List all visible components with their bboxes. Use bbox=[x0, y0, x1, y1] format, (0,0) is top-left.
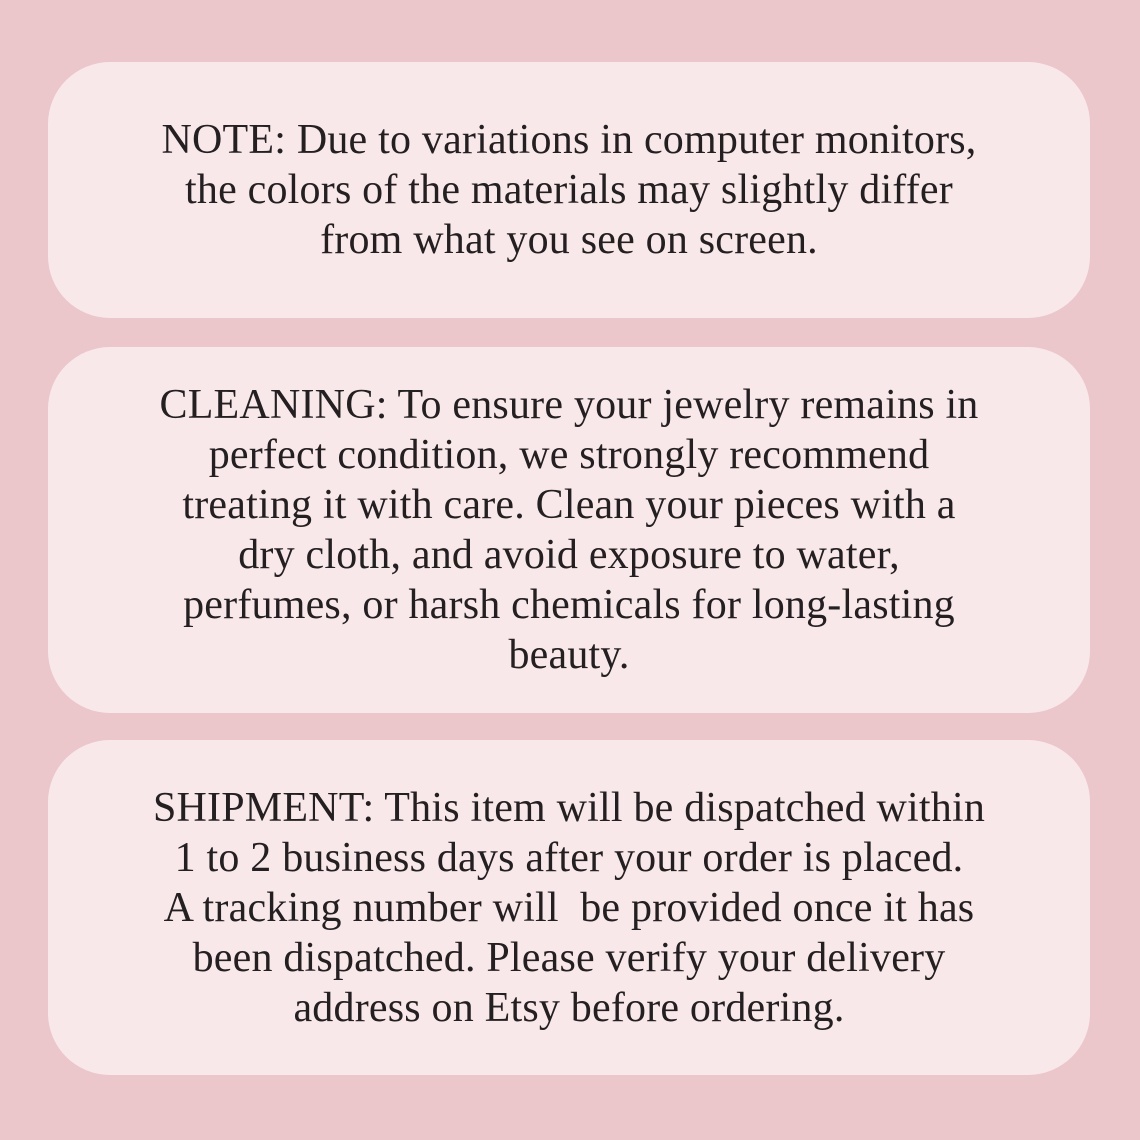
note-text-line: from what you see on screen. bbox=[320, 217, 818, 263]
shipment-card bbox=[48, 740, 1090, 1075]
note-card bbox=[48, 62, 1090, 318]
shipment-text-line: SHIPMENT: This item will be dispatched within bbox=[152, 784, 986, 831]
shipment-text-line: A tracking number will be provided once it has bbox=[163, 884, 975, 931]
cleaning-card bbox=[48, 347, 1090, 713]
cleaning-text-line: dry cloth, and avoid exposure to water, bbox=[238, 532, 900, 578]
cleaning-text-line: CLEANING: To ensure your jewelry remains in bbox=[159, 382, 979, 428]
cleaning-text-line: perfect condition, we strongly recommend bbox=[208, 432, 930, 478]
note-text-line: NOTE: Due to variations in computer monitors, bbox=[161, 117, 977, 163]
cleaning-text-line: beauty. bbox=[508, 632, 630, 678]
shipment-text-line: been dispatched. Please verify your delivery bbox=[192, 934, 946, 981]
cleaning-text-line: treating it with care. Clean your pieces with a bbox=[182, 482, 956, 528]
note-text-line: the colors of the materials may slightly differ bbox=[185, 167, 953, 213]
shipment-text-line: address on Etsy before ordering. bbox=[293, 984, 845, 1031]
cleaning-text-line: perfumes, or harsh chemicals for long-lasting bbox=[183, 582, 955, 628]
shipment-text-line: 1 to 2 business days after your order is placed. bbox=[174, 834, 964, 881]
